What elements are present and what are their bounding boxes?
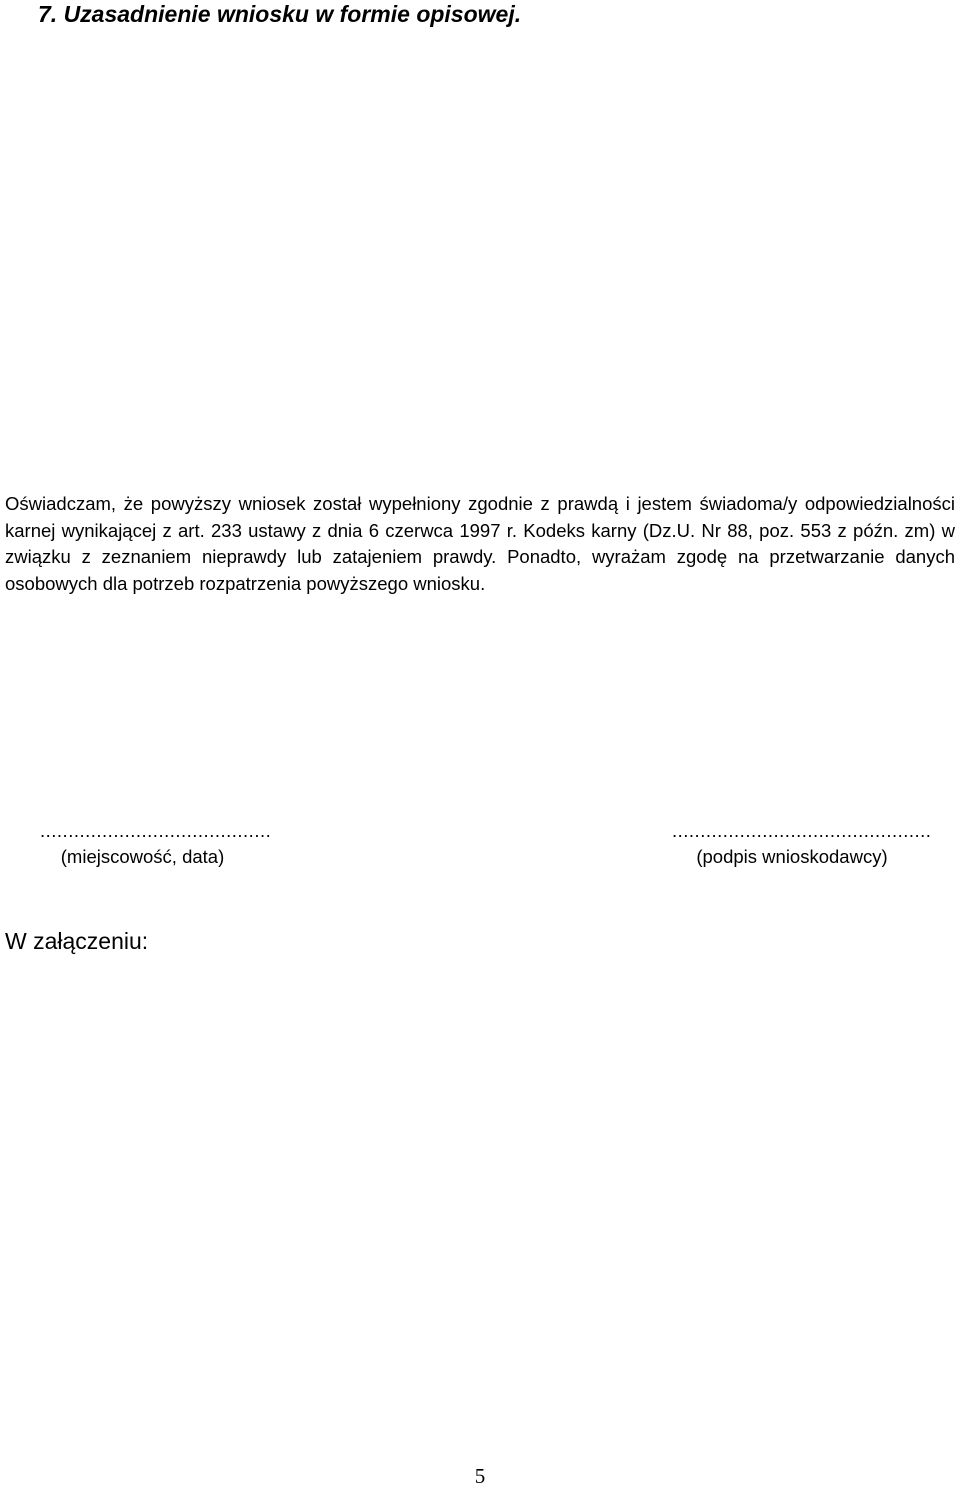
section-heading: 7. Uzasadnienie wniosku w formie opisowej.	[38, 1, 522, 27]
place-date-dotted-line: .........................................	[40, 820, 272, 841]
applicant-signature-block	[672, 818, 932, 870]
applicant-signature-dotted-line: ..............................................	[672, 820, 932, 841]
place-date-caption: (miejscowość, data)	[60, 846, 225, 867]
statement-paragraph: Oświadczam, że powyższy wniosek został wypełniony zgodnie z prawdą i jestem świadoma/y odpowiedzialności karnej wynikającej z art. 233 ustawy z dnia 6 czerwca 1997 r. Kodeks karny (Dz.U. Nr 88, poz. 553 z późn. zm) w związku z zeznaniem nieprawdy lub zatajeniem prawdy. Ponadto, wyrażam zgodę na przetwarzanie danych osobowych dla potrzeb rozpatrzenia powyższego wniosku.	[5, 493, 955, 594]
attachments-heading: W załączeniu:	[5, 928, 149, 954]
place-date-signature-block	[40, 818, 272, 870]
applicant-signature-caption: (podpis wnioskodawcy)	[696, 846, 888, 867]
page-number: 5	[474, 1464, 486, 1488]
